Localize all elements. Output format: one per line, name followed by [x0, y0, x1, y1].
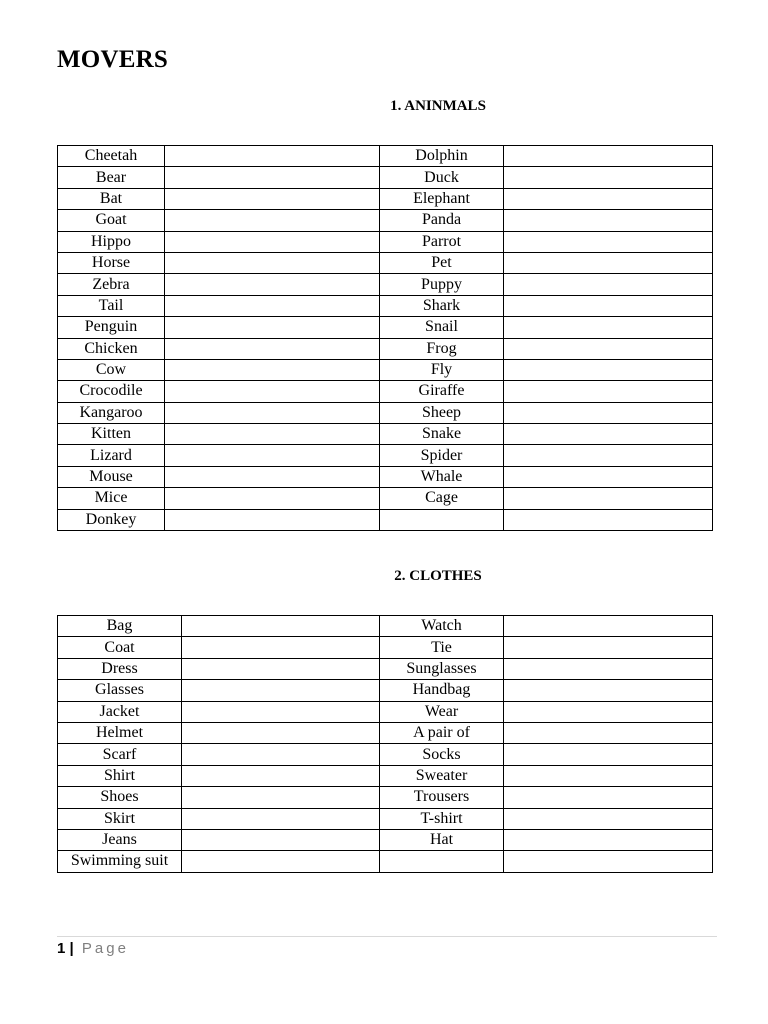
table-row [58, 317, 713, 338]
word-cell: Pet [380, 252, 504, 273]
word-cell: Scarf [58, 744, 182, 765]
word-cell: Sheep [380, 402, 504, 423]
word-cell: Puppy [380, 274, 504, 295]
word-cell: Sweater [380, 765, 504, 786]
word-cell: Bear [58, 167, 165, 188]
answer-cell [165, 509, 380, 530]
table-row [58, 722, 713, 743]
word-cell: Fly [380, 359, 504, 380]
word-cell: Hat [380, 829, 504, 850]
answer-cell [504, 787, 713, 808]
table-row [58, 188, 713, 209]
word-cell: Cheetah [58, 146, 165, 167]
word-cell: Tail [58, 295, 165, 316]
table-row [58, 210, 713, 231]
answer-cell [182, 658, 380, 679]
word-cell: Zebra [58, 274, 165, 295]
page-footer [57, 940, 129, 957]
clothes-vocabulary-table [57, 615, 713, 873]
word-cell: Swimming suit [58, 851, 182, 872]
word-cell: Watch [380, 616, 504, 637]
answer-cell [504, 274, 713, 295]
word-cell: Penguin [58, 317, 165, 338]
footer-separator: | [69, 940, 74, 957]
page-label: Page [81, 940, 129, 957]
answer-cell [165, 488, 380, 509]
answer-cell [504, 701, 713, 722]
table-row [58, 402, 713, 423]
word-cell: Jacket [58, 701, 182, 722]
answer-cell [182, 744, 380, 765]
word-cell: Lizard [58, 445, 165, 466]
answer-cell [182, 722, 380, 743]
answer-cell [165, 252, 380, 273]
table-row [58, 295, 713, 316]
word-cell: Parrot [380, 231, 504, 252]
answer-cell [182, 637, 380, 658]
word-cell: Coat [58, 637, 182, 658]
page-number: 1 [57, 940, 66, 957]
word-cell: Goat [58, 210, 165, 231]
answer-cell [182, 829, 380, 850]
table-row [58, 274, 713, 295]
word-cell: Cow [58, 359, 165, 380]
table-row [58, 765, 713, 786]
word-cell: A pair of [380, 722, 504, 743]
word-cell: Trousers [380, 787, 504, 808]
answer-cell [504, 509, 713, 530]
footer-divider [57, 936, 717, 937]
document-title: MOVERS [57, 46, 168, 73]
word-cell: Sunglasses [380, 658, 504, 679]
answer-cell [504, 637, 713, 658]
table-row [58, 851, 713, 872]
answer-cell [165, 338, 380, 359]
answer-cell [182, 616, 380, 637]
answer-cell [504, 658, 713, 679]
table-row [58, 381, 713, 402]
table-row [58, 167, 713, 188]
answer-cell [182, 765, 380, 786]
table-row [58, 338, 713, 359]
answer-cell [504, 295, 713, 316]
answer-cell [165, 359, 380, 380]
word-cell: Shirt [58, 765, 182, 786]
word-cell: Bat [58, 188, 165, 209]
section-heading-clothes: 2. CLOTHES [394, 568, 482, 584]
word-cell: Panda [380, 210, 504, 231]
answer-cell [165, 231, 380, 252]
word-cell [380, 509, 504, 530]
answer-cell [504, 210, 713, 231]
word-cell: Shoes [58, 787, 182, 808]
table-row [58, 445, 713, 466]
answer-cell [504, 424, 713, 445]
answer-cell [504, 252, 713, 273]
word-cell: Elephant [380, 188, 504, 209]
answer-cell [504, 188, 713, 209]
answer-cell [504, 488, 713, 509]
answer-cell [504, 466, 713, 487]
table-row [58, 466, 713, 487]
word-cell: Tie [380, 637, 504, 658]
table-row [58, 424, 713, 445]
word-cell: Frog [380, 338, 504, 359]
answer-cell [165, 210, 380, 231]
word-cell: Shark [380, 295, 504, 316]
table-row [58, 359, 713, 380]
word-cell: Handbag [380, 680, 504, 701]
answer-cell [165, 295, 380, 316]
word-cell: Crocodile [58, 381, 165, 402]
answer-cell [165, 274, 380, 295]
word-cell: Horse [58, 252, 165, 273]
word-cell: T-shirt [380, 808, 504, 829]
table-row [58, 488, 713, 509]
word-cell: Helmet [58, 722, 182, 743]
answer-cell [504, 851, 713, 872]
word-cell [380, 851, 504, 872]
answer-cell [504, 445, 713, 466]
answer-cell [504, 167, 713, 188]
table-row [58, 787, 713, 808]
answer-cell [165, 188, 380, 209]
animals-vocabulary-table [57, 145, 713, 531]
answer-cell [165, 146, 380, 167]
word-cell: Dress [58, 658, 182, 679]
answer-cell [182, 787, 380, 808]
word-cell: Skirt [58, 808, 182, 829]
table-row [58, 744, 713, 765]
word-cell: Dolphin [380, 146, 504, 167]
answer-cell [504, 680, 713, 701]
answer-cell [504, 402, 713, 423]
table-row [58, 616, 713, 637]
answer-cell [165, 445, 380, 466]
answer-cell [182, 851, 380, 872]
word-cell: Glasses [58, 680, 182, 701]
table-row [58, 658, 713, 679]
table-row [58, 509, 713, 530]
answer-cell [504, 616, 713, 637]
table-row [58, 829, 713, 850]
word-cell: Socks [380, 744, 504, 765]
table-row [58, 231, 713, 252]
word-cell: Kitten [58, 424, 165, 445]
answer-cell [504, 808, 713, 829]
word-cell: Donkey [58, 509, 165, 530]
table-row [58, 808, 713, 829]
table-row [58, 680, 713, 701]
answer-cell [504, 359, 713, 380]
word-cell: Spider [380, 445, 504, 466]
answer-cell [182, 808, 380, 829]
answer-cell [504, 744, 713, 765]
answer-cell [165, 381, 380, 402]
word-cell: Bag [58, 616, 182, 637]
table-row [58, 701, 713, 722]
answer-cell [165, 466, 380, 487]
answer-cell [504, 317, 713, 338]
answer-cell [182, 680, 380, 701]
table-row [58, 252, 713, 273]
word-cell: Chicken [58, 338, 165, 359]
word-cell: Mice [58, 488, 165, 509]
word-cell: Wear [380, 701, 504, 722]
answer-cell [504, 765, 713, 786]
answer-cell [165, 167, 380, 188]
word-cell: Snake [380, 424, 504, 445]
answer-cell [504, 338, 713, 359]
word-cell: Jeans [58, 829, 182, 850]
table-row [58, 146, 713, 167]
word-cell: Duck [380, 167, 504, 188]
answer-cell [504, 381, 713, 402]
word-cell: Snail [380, 317, 504, 338]
answer-cell [504, 146, 713, 167]
answer-cell [165, 317, 380, 338]
answer-cell [182, 701, 380, 722]
table-row [58, 637, 713, 658]
word-cell: Cage [380, 488, 504, 509]
answer-cell [165, 424, 380, 445]
word-cell: Whale [380, 466, 504, 487]
answer-cell [165, 402, 380, 423]
answer-cell [504, 722, 713, 743]
section-heading-animals: 1. ANINMALS [390, 98, 486, 114]
answer-cell [504, 231, 713, 252]
answer-cell [504, 829, 713, 850]
word-cell: Hippo [58, 231, 165, 252]
word-cell: Mouse [58, 466, 165, 487]
word-cell: Kangaroo [58, 402, 165, 423]
word-cell: Giraffe [380, 381, 504, 402]
